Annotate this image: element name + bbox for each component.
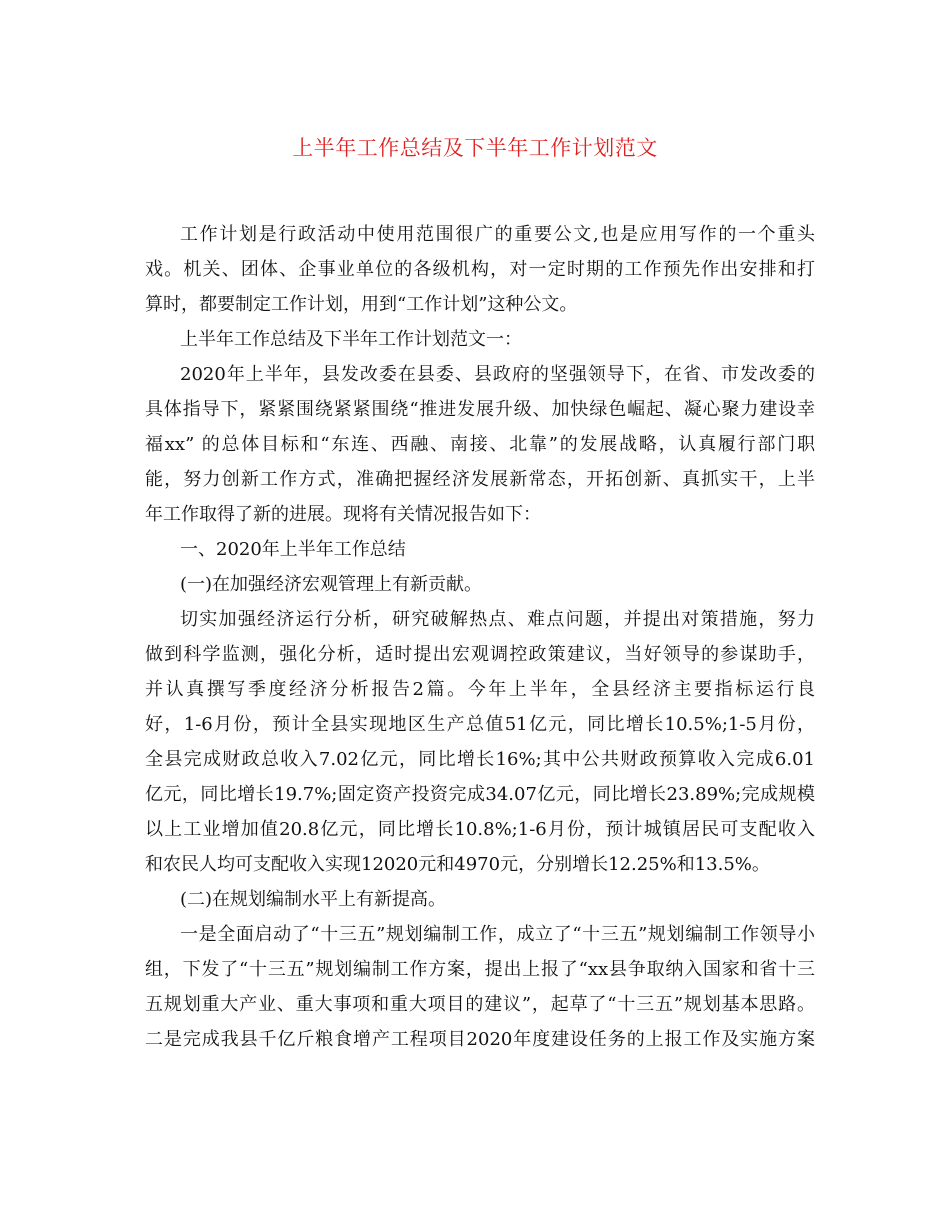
- paragraph-line: 2020年上半年，县发改委在县委、县政府的坚强领导下，在省、市发改委的: [180, 364, 815, 385]
- paragraph-line: 亿元，同比增长19.7%;固定资产投资完成34.07亿元，同比增长23.89%;完成规模: [145, 784, 815, 805]
- paragraph-line: 具体指导下，紧紧围绕紧紧围绕“推进发展升级、加快绿色崛起、凝心聚力建设幸: [145, 399, 815, 420]
- paragraph-line: 福xx” 的总体目标和“东连、西融、南接、北靠”的发展战略，认真履行部门职: [145, 434, 815, 455]
- paragraph-line: 并认真撰写季度经济分析报告2篇。今年上半年，全县经济主要指标运行良: [145, 679, 815, 700]
- paragraph-line: 以上工业增加值20.8亿元，同比增长10.8%;1-6月份，预计城镇居民可支配收入: [145, 819, 815, 840]
- paragraph-line: 做到科学监测，强化分析，适时提出宏观调控政策建议，当好领导的参谋助手，: [145, 644, 815, 665]
- paragraph-line: 组，下发了“十三五”规划编制工作方案，提出上报了“xx县争取纳入国家和省十三: [145, 959, 815, 980]
- document-body: [145, 217, 815, 1057]
- paragraph-line: 和农民人均可支配收入实现12020元和4970元，分别增长12.25%和13.5%。: [145, 854, 770, 875]
- paragraph-line: 全县完成财政总收入7.02亿元，同比增长16%;其中公共财政预算收入完成6.01: [145, 749, 815, 770]
- paragraph-line: 切实加强经济运行分析，研究破解热点、难点问题，并提出对策措施，努力: [180, 609, 815, 630]
- paragraph-line: 算时，都要制定工作计划，用到“工作计划”这种公文。: [145, 294, 578, 315]
- paragraph-line: 能，努力创新工作方式，准确把握经济发展新常态，开拓创新、真抓实干，上半: [145, 469, 815, 490]
- paragraph-line: 二是完成我县千亿斤粮食增产工程项目2020年度建设任务的上报工作及实施方案: [145, 1029, 815, 1050]
- paragraph-line: 好，1-6月份，预计全县实现地区生产总值51亿元，同比增长10.5%;1-5月份，: [145, 714, 815, 735]
- subsection-heading: (一)在加强经济宏观管理上有新贡献。: [180, 574, 483, 595]
- subsection-heading: (二)在规划编制水平上有新提高。: [180, 889, 447, 910]
- paragraph-line: 工作计划是行政活动中使用范围很广的重要公文,也是应用写作的一个重头: [180, 224, 815, 245]
- paragraph-line: 年工作取得了新的进展。现将有关情况报告如下：: [145, 504, 541, 525]
- paragraph-line: 戏。机关、团体、企事业单位的各级机构，对一定时期的工作预先作出安排和打: [145, 259, 815, 280]
- paragraph-line: 五规划重大产业、重大事项和重大项目的建议”，起草了“十三五”规划基本思路。: [145, 994, 815, 1015]
- paragraph-line: 一是全面启动了“十三五”规划编制工作，成立了“十三五”规划编制工作领导小: [180, 924, 815, 945]
- section-heading: 上半年工作总结及下半年工作计划范文一：: [180, 329, 522, 350]
- section-heading: 一、2020年上半年工作总结: [180, 539, 406, 560]
- document-title: 上半年工作总结及下半年工作计划范文: [292, 136, 658, 160]
